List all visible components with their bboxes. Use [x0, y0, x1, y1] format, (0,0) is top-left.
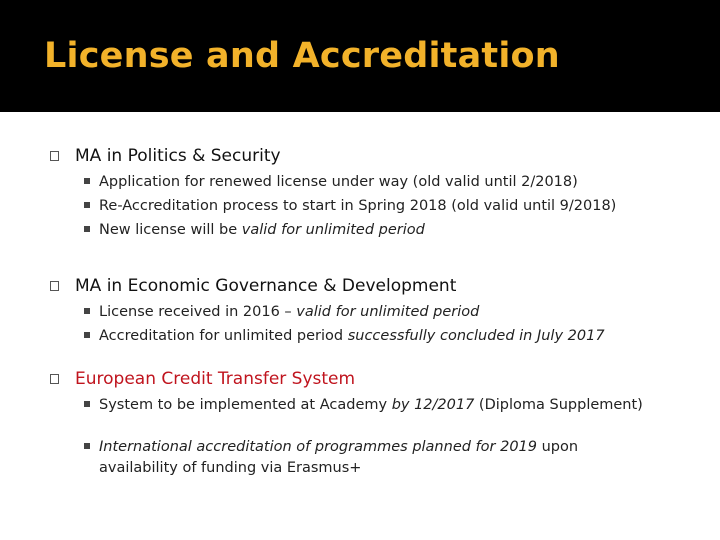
- section-heading-economic: [50, 276, 456, 296]
- section-heading-politics: [50, 146, 281, 166]
- bullet-text: New license will be valid for unlimited period: [99, 222, 425, 238]
- section-heading-text: European Credit Transfer System: [75, 369, 356, 389]
- square-bullet-icon: [84, 226, 90, 232]
- square-bullet-icon: [84, 332, 90, 338]
- bullet-item: [84, 196, 644, 217]
- square-bullet-icon: [84, 401, 90, 407]
- bullet-item: [84, 437, 644, 479]
- bullet-item: [84, 302, 644, 323]
- bullet-text: System to be implemented at Academy by 12/2017 (Diploma Supplement): [99, 397, 643, 413]
- section-heading-ects: [50, 369, 355, 389]
- bullet-text: License received in 2016 – valid for unlimited period: [99, 304, 480, 320]
- bullet-item: [84, 172, 644, 193]
- bullet-text: International accreditation of programmes planned for 2019 upon availability of funding via Erasmus+: [99, 439, 579, 476]
- square-bullet-icon: [84, 202, 90, 208]
- slide-title: License and Accreditation: [44, 36, 560, 76]
- checkbox-bullet-icon: [50, 281, 59, 291]
- bullet-text: Accreditation for unlimited period successfully concluded in July 2017: [99, 328, 605, 344]
- square-bullet-icon: [84, 443, 90, 449]
- bullet-item: [84, 220, 644, 241]
- bullet-item: [84, 326, 644, 347]
- bullet-item: [84, 395, 644, 416]
- title-bar: [0, 0, 720, 112]
- square-bullet-icon: [84, 308, 90, 314]
- bullet-text: Application for renewed license under way (old valid until 2/2018): [99, 174, 578, 190]
- section-heading-text: MA in Politics & Security: [75, 146, 281, 166]
- square-bullet-icon: [84, 178, 90, 184]
- section-heading-text: MA in Economic Governance & Development: [75, 276, 457, 296]
- checkbox-bullet-icon: [50, 374, 59, 384]
- checkbox-bullet-icon: [50, 151, 59, 161]
- bullet-text: Re-Accreditation process to start in Spring 2018 (old valid until 9/2018): [99, 198, 617, 214]
